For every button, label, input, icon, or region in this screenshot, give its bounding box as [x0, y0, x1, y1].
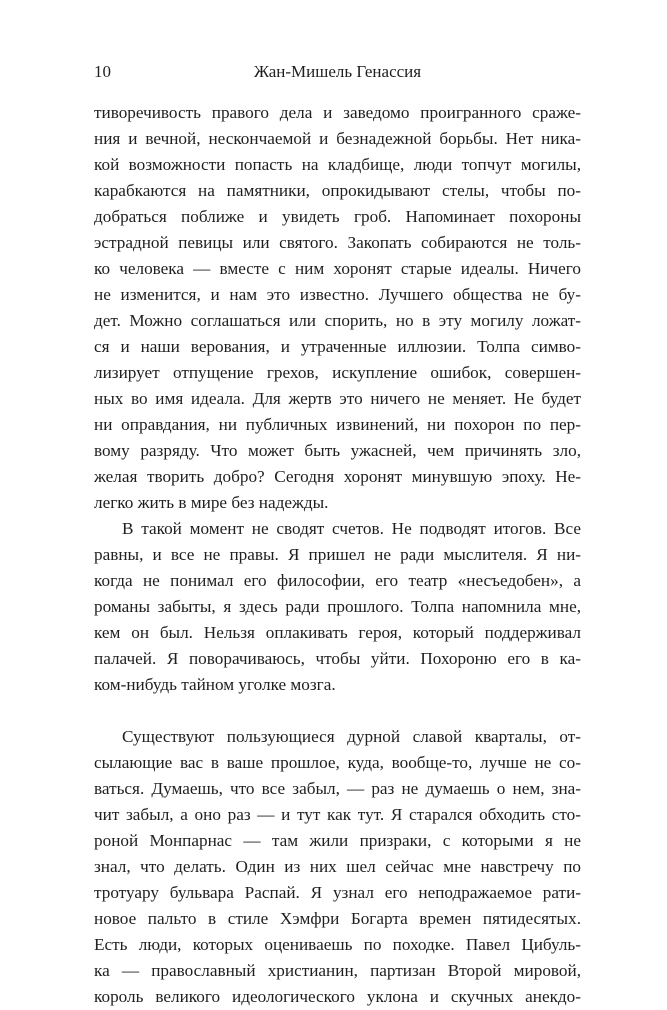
text-line: тротуару бульвара Распай. Я узнал его неподражаемое рати-	[94, 883, 581, 902]
text-line: ка — православный христианин, партизан Второй мировой,	[94, 961, 581, 980]
text-line: романы забыты, я здесь ради прошлого. Толпа напомнила мне,	[94, 597, 581, 616]
text-line: роной Монпарнас — там жили призраки, с которыми я не	[94, 831, 581, 850]
page-header	[94, 62, 581, 86]
text-line: В такой момент не сводят счетов. Не подводят итогов. Все	[122, 519, 581, 538]
text-line: когда не понимал его философии, его театр «несъедобен», а	[94, 571, 581, 590]
text-line: чит забыл, а оно раз — и тут как тут. Я старался обходить сто-	[94, 805, 581, 824]
text-line: Существуют пользующиеся дурной славой кварталы, от-	[122, 727, 581, 746]
paragraph-3	[94, 724, 581, 1010]
text-line: карабкаются на памятники, опрокидывают стелы, чтобы по-	[94, 181, 581, 200]
text-line: кой возможности попасть на кладбище, люди топчут могилы,	[94, 155, 581, 174]
text-line: кем он был. Нельзя оплакивать героя, который поддерживал	[94, 623, 581, 642]
paragraph-1	[94, 100, 581, 516]
text-line: сылающие вас в ваше прошлое, куда, вообще-то, лучше не со-	[94, 753, 581, 772]
text-line: ных во имя идеала. Для жертв это ничего не меняет. Не будет	[94, 389, 581, 408]
text-line: Есть люди, которых оцениваешь по походке. Павел Цибуль-	[94, 935, 581, 954]
section-break	[94, 698, 581, 724]
paragraph-2	[94, 516, 581, 698]
text-line: дет. Можно соглашаться или спорить, но в эту могилу ложат-	[94, 311, 581, 330]
text-line: тиворечивость правого дела и заведомо проигранного сраже-	[94, 103, 581, 122]
text-line: не изменится, и нам это известно. Лучшего общества не бу-	[94, 285, 581, 304]
text-line: ком-нибудь тайном уголке мозга.	[94, 675, 336, 694]
text-line: легко жить в мире без надежды.	[94, 493, 329, 512]
text-line: ни оправдания, ни публичных извинений, ни похорон по пер-	[94, 415, 581, 434]
body-text	[94, 100, 581, 1010]
running-head-author: Жан-Мишель Генассия	[253, 62, 422, 81]
text-line: ко человека — вместе с ним хоронят старые идеалы. Ничего	[94, 259, 581, 278]
text-line: ся и наши верования, и утраченные иллюзии. Толпа симво-	[94, 337, 581, 356]
text-line: равны, и все не правы. Я пришел не ради мыслителя. Я ни-	[94, 545, 581, 564]
text-line: эстрадной певицы или святого. Закопать собираются не толь-	[94, 233, 581, 252]
text-line: ваться. Думаешь, что все забыл, — раз не думаешь о нем, зна-	[94, 779, 581, 798]
text-line: добраться поближе и увидеть гроб. Напоминает похороны	[94, 207, 581, 226]
text-line: новое пальто в стиле Хэмфри Богарта времен пятидесятых.	[94, 909, 581, 928]
page-number: 10	[94, 62, 111, 81]
text-line: ния и вечной, нескончаемой и безнадежной борьбы. Нет ника-	[94, 129, 581, 148]
text-line: лизирует отпущение грехов, искупление ошибок, совершен-	[94, 363, 581, 382]
text-line: знал, что делать. Один из них шел сейчас мне навстречу по	[94, 857, 581, 876]
text-line: вому разряду. Что может быть ужасней, чем причинять зло,	[94, 441, 581, 460]
text-line: желая творить добро? Сегодня хоронят минувшую эпоху. Не-	[94, 467, 581, 486]
text-line: палачей. Я поворачиваюсь, чтобы уйти. Похороню его в ка-	[94, 649, 581, 668]
text-line: король великого идеологического уклона и скучных анекдо-	[94, 987, 581, 1006]
